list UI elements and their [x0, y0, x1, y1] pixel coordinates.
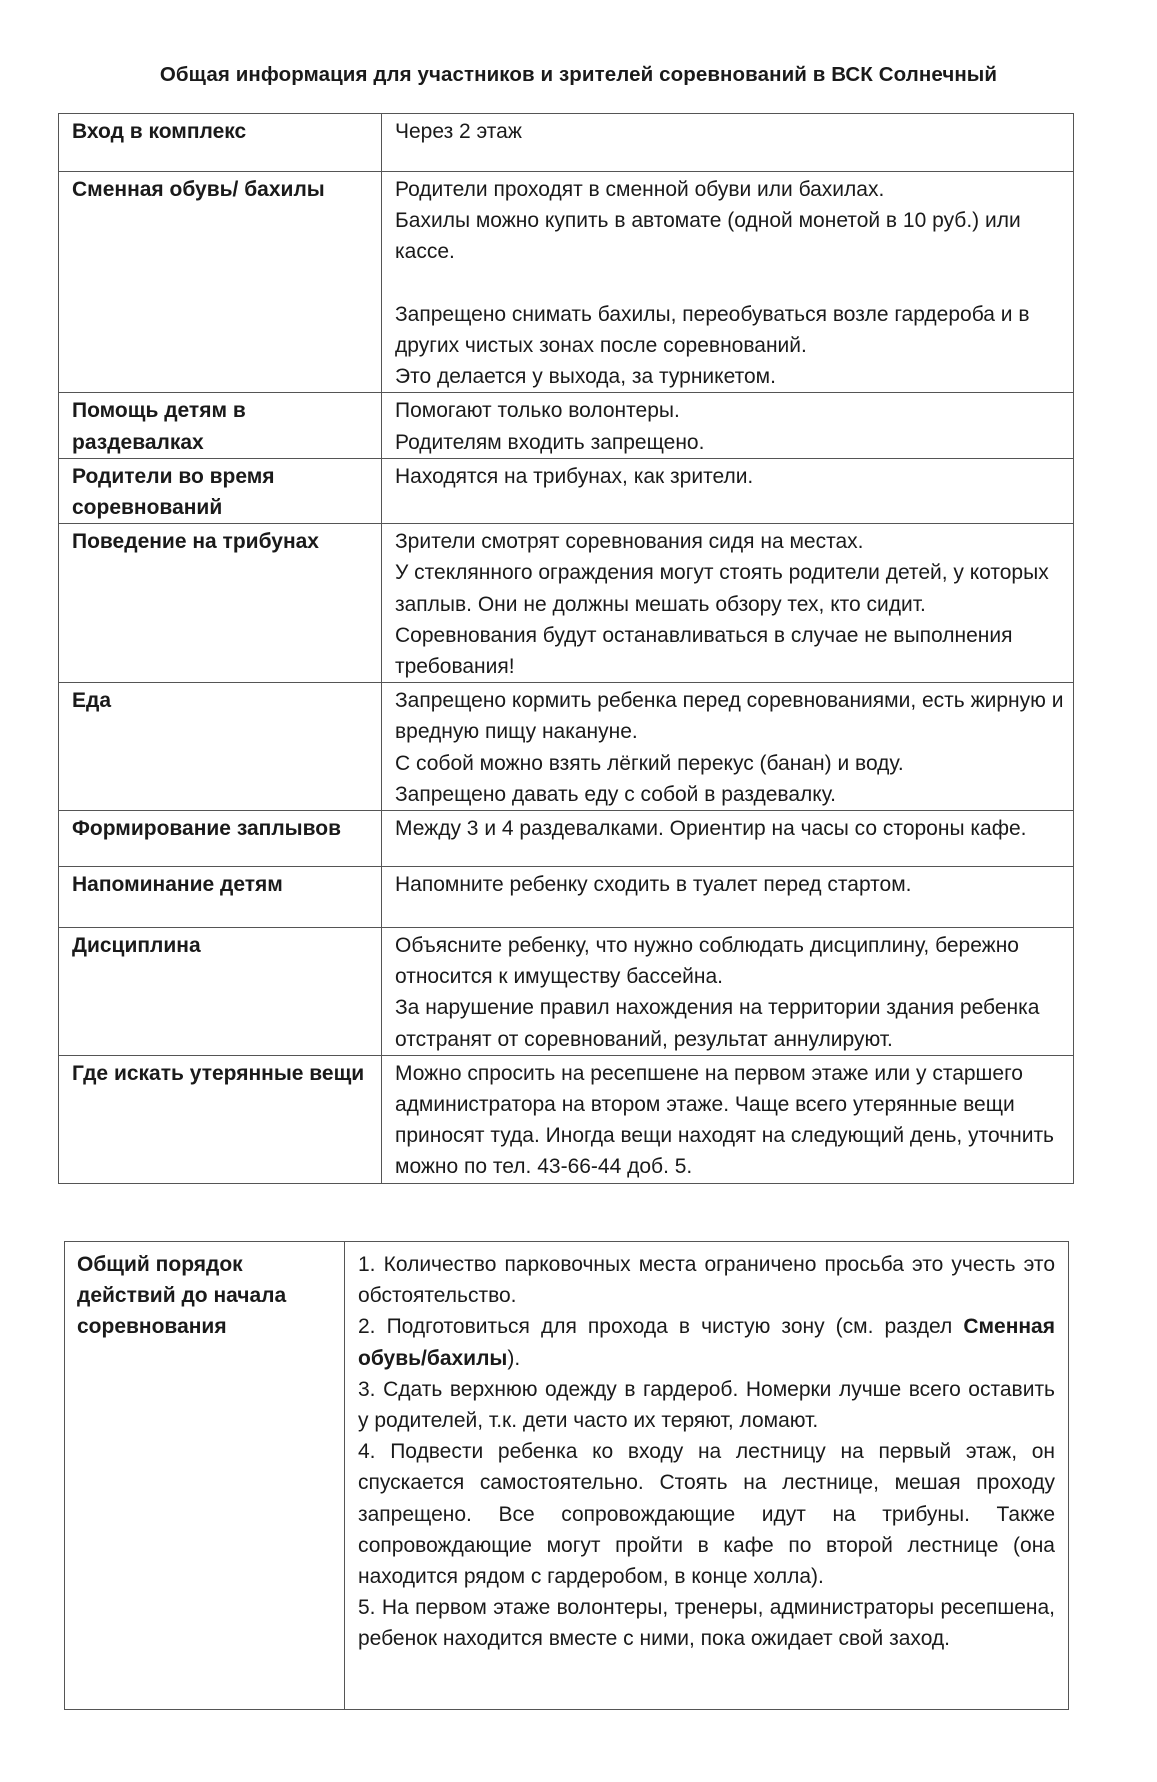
info-sentence: Зрители смотрят соревнования сидя на местах. [395, 530, 864, 554]
procedure-step-section-ref: Сменная обувь/бахилы [358, 1315, 1055, 1370]
info-row-label [59, 524, 382, 683]
info-row-label-text: Напоминание детям [72, 873, 283, 897]
info-row-label [59, 114, 382, 172]
info-paragraph [395, 685, 1065, 810]
info-row-label-text: Где искать утерянные вещи [72, 1061, 365, 1085]
page-title: Общая информация для участников и зрителей соревнований в ВСК Солнечный [159, 63, 998, 86]
info-sentence: Можно спросить на ресепшене на первом этаже или у старшего администратора на втором этаже. Чаще всего утерянные вещи приносят туда. Иногда вещи находят на следующий день, уточнить можно по тел. 43-66-44 доб. 5. [395, 1061, 1054, 1179]
info-row [59, 867, 1074, 928]
procedure-step [358, 1436, 1055, 1592]
info-row-label-text: Сменная обувь/ бахилы [72, 178, 325, 201]
info-row-label [59, 458, 382, 523]
procedure-step-text-end: ). [507, 1346, 521, 1370]
info-row-value [382, 458, 1074, 523]
procedure-step [358, 1249, 1055, 1311]
info-row [59, 928, 1074, 1056]
info-paragraph [395, 461, 1065, 492]
info-row [59, 393, 1074, 458]
info-paragraph [395, 395, 1065, 457]
info-sentence: Бахилы можно купить в автомате (одной монетой в 10 руб.) или кассе. [395, 209, 1021, 264]
procedure-step [358, 1374, 1055, 1436]
info-paragraph [395, 116, 1065, 147]
info-sentence: У стеклянного ограждения могут стоять родители детей, у которых заплыв. Они не должны мешать обзору тех, кто сидит. Соревнования будут останавливаться в случае не выполнения требования! [395, 561, 1049, 679]
procedure-row [65, 1242, 1069, 1710]
info-row-value [382, 1055, 1074, 1183]
info-sentence: Напомните ребенку сходить в туалет перед стартом. [395, 873, 912, 897]
info-row [59, 1055, 1074, 1183]
procedure-step-text: 3. Сдать верхнюю одежду в гардероб. Номерки лучше всего оставить у родителей, т.к. дети часто их теряют, ломают. [358, 1377, 1055, 1433]
info-sentence: Запрещено кормить ребенка перед соревнованиями, есть жирную и вредную пищу накануне. [395, 689, 1064, 744]
info-row-label-text: Дисциплина [72, 934, 201, 958]
info-paragraph [395, 526, 1065, 682]
info-row [59, 683, 1074, 811]
info-row-value [382, 811, 1074, 867]
info-sentence: Запрещено снимать бахилы, переобуваться возле гардероба и в других чистых зонах после соревнований. [395, 302, 1030, 357]
info-row-value [382, 928, 1074, 1056]
info-row-label [59, 172, 382, 393]
info-sentence: Запрещено давать еду с собой в раздевалку. [395, 782, 836, 806]
procedure-table [64, 1241, 1069, 1710]
procedure-step [358, 1311, 1055, 1373]
info-row-label-text: Формирование заплывов [72, 817, 341, 841]
info-row-label [59, 811, 382, 867]
info-paragraph [395, 1058, 1065, 1183]
info-paragraph [395, 869, 1065, 900]
info-sentence: Через 2 этаж [395, 120, 522, 143]
info-sentence: Объясните ребенку, что нужно соблюдать дисциплину, бережно относится к имуществу бассейна. [395, 934, 1019, 989]
info-sentence: Находятся на трибунах, как зрители. [395, 464, 754, 488]
info-row-label [59, 867, 382, 928]
info-sentence: Это делается у выхода, за турникетом. [395, 365, 776, 389]
info-row-value [382, 683, 1074, 811]
info-row-label-text: Родители во время соревнований [72, 464, 275, 520]
info-paragraph [395, 299, 1065, 393]
info-paragraph [395, 930, 1065, 1055]
procedure-step-text: 2. Подготовиться для прохода в чистую зону (см. раздел [358, 1315, 964, 1339]
info-sentence: С собой можно взять лёгкий перекус (банан) и воду. [395, 751, 904, 775]
info-row-value [382, 172, 1074, 393]
info-row-value [382, 524, 1074, 683]
info-row-label-text: Помощь детям в раздевалках [72, 399, 246, 454]
info-row-label [59, 393, 382, 458]
info-sentence: Между 3 и 4 раздевалками. Ориентир на часы со стороны кафе. [395, 817, 1027, 841]
procedure-step-text: 1. Количество парковочных места ограничено просьба это учесть это обстоятельство. [358, 1253, 1055, 1308]
info-row-label-text: Еда [72, 689, 112, 713]
info-row-label-text: Поведение на трибунах [72, 530, 319, 554]
info-row-value [382, 393, 1074, 458]
procedure-label: Общий порядок действий до начала соревнования [65, 1242, 345, 1710]
info-row [59, 172, 1074, 393]
procedure-steps [345, 1242, 1069, 1710]
info-row-value [382, 867, 1074, 928]
info-row-label [59, 1055, 382, 1183]
info-row-label [59, 928, 382, 1056]
procedure-step [358, 1592, 1055, 1654]
info-row-label [59, 683, 382, 811]
info-sentence: Помогают только волонтеры. [395, 399, 680, 423]
info-sentence: За нарушение правил нахождения на территории здания ребенка отстранят от соревнований, результат аннулируют. [395, 996, 1040, 1051]
info-row-label-text: Вход в комплекс [72, 120, 247, 143]
procedure-step-text: 5. На первом этаже волонтеры, тренеры, администраторы ресепшена, ребенок находится вместе с ними, пока ожидает свой заход. [358, 1596, 1055, 1651]
info-paragraph [395, 813, 1065, 844]
procedure-step-text: 4. Подвести ребенка ко входу на лестницу на первый этаж, он спускается самостоятельно. Стоять на лестнице, мешая проходу запрещено. Все сопровождающие идут на трибуны. Также сопровождающие могут пройти в кафе по второй лестнице (она находится рядом с гардеробом, в конце холла). [358, 1440, 1055, 1589]
info-row [59, 524, 1074, 683]
info-row [59, 811, 1074, 867]
info-row [59, 114, 1074, 172]
info-row-value [382, 114, 1074, 172]
info-sentence: Родители проходят в сменной обуви или бахилах. [395, 178, 885, 201]
info-row [59, 458, 1074, 523]
info-table [58, 113, 1074, 1184]
info-paragraph [395, 174, 1065, 268]
info-sentence: Родителям входить запрещено. [395, 430, 705, 454]
